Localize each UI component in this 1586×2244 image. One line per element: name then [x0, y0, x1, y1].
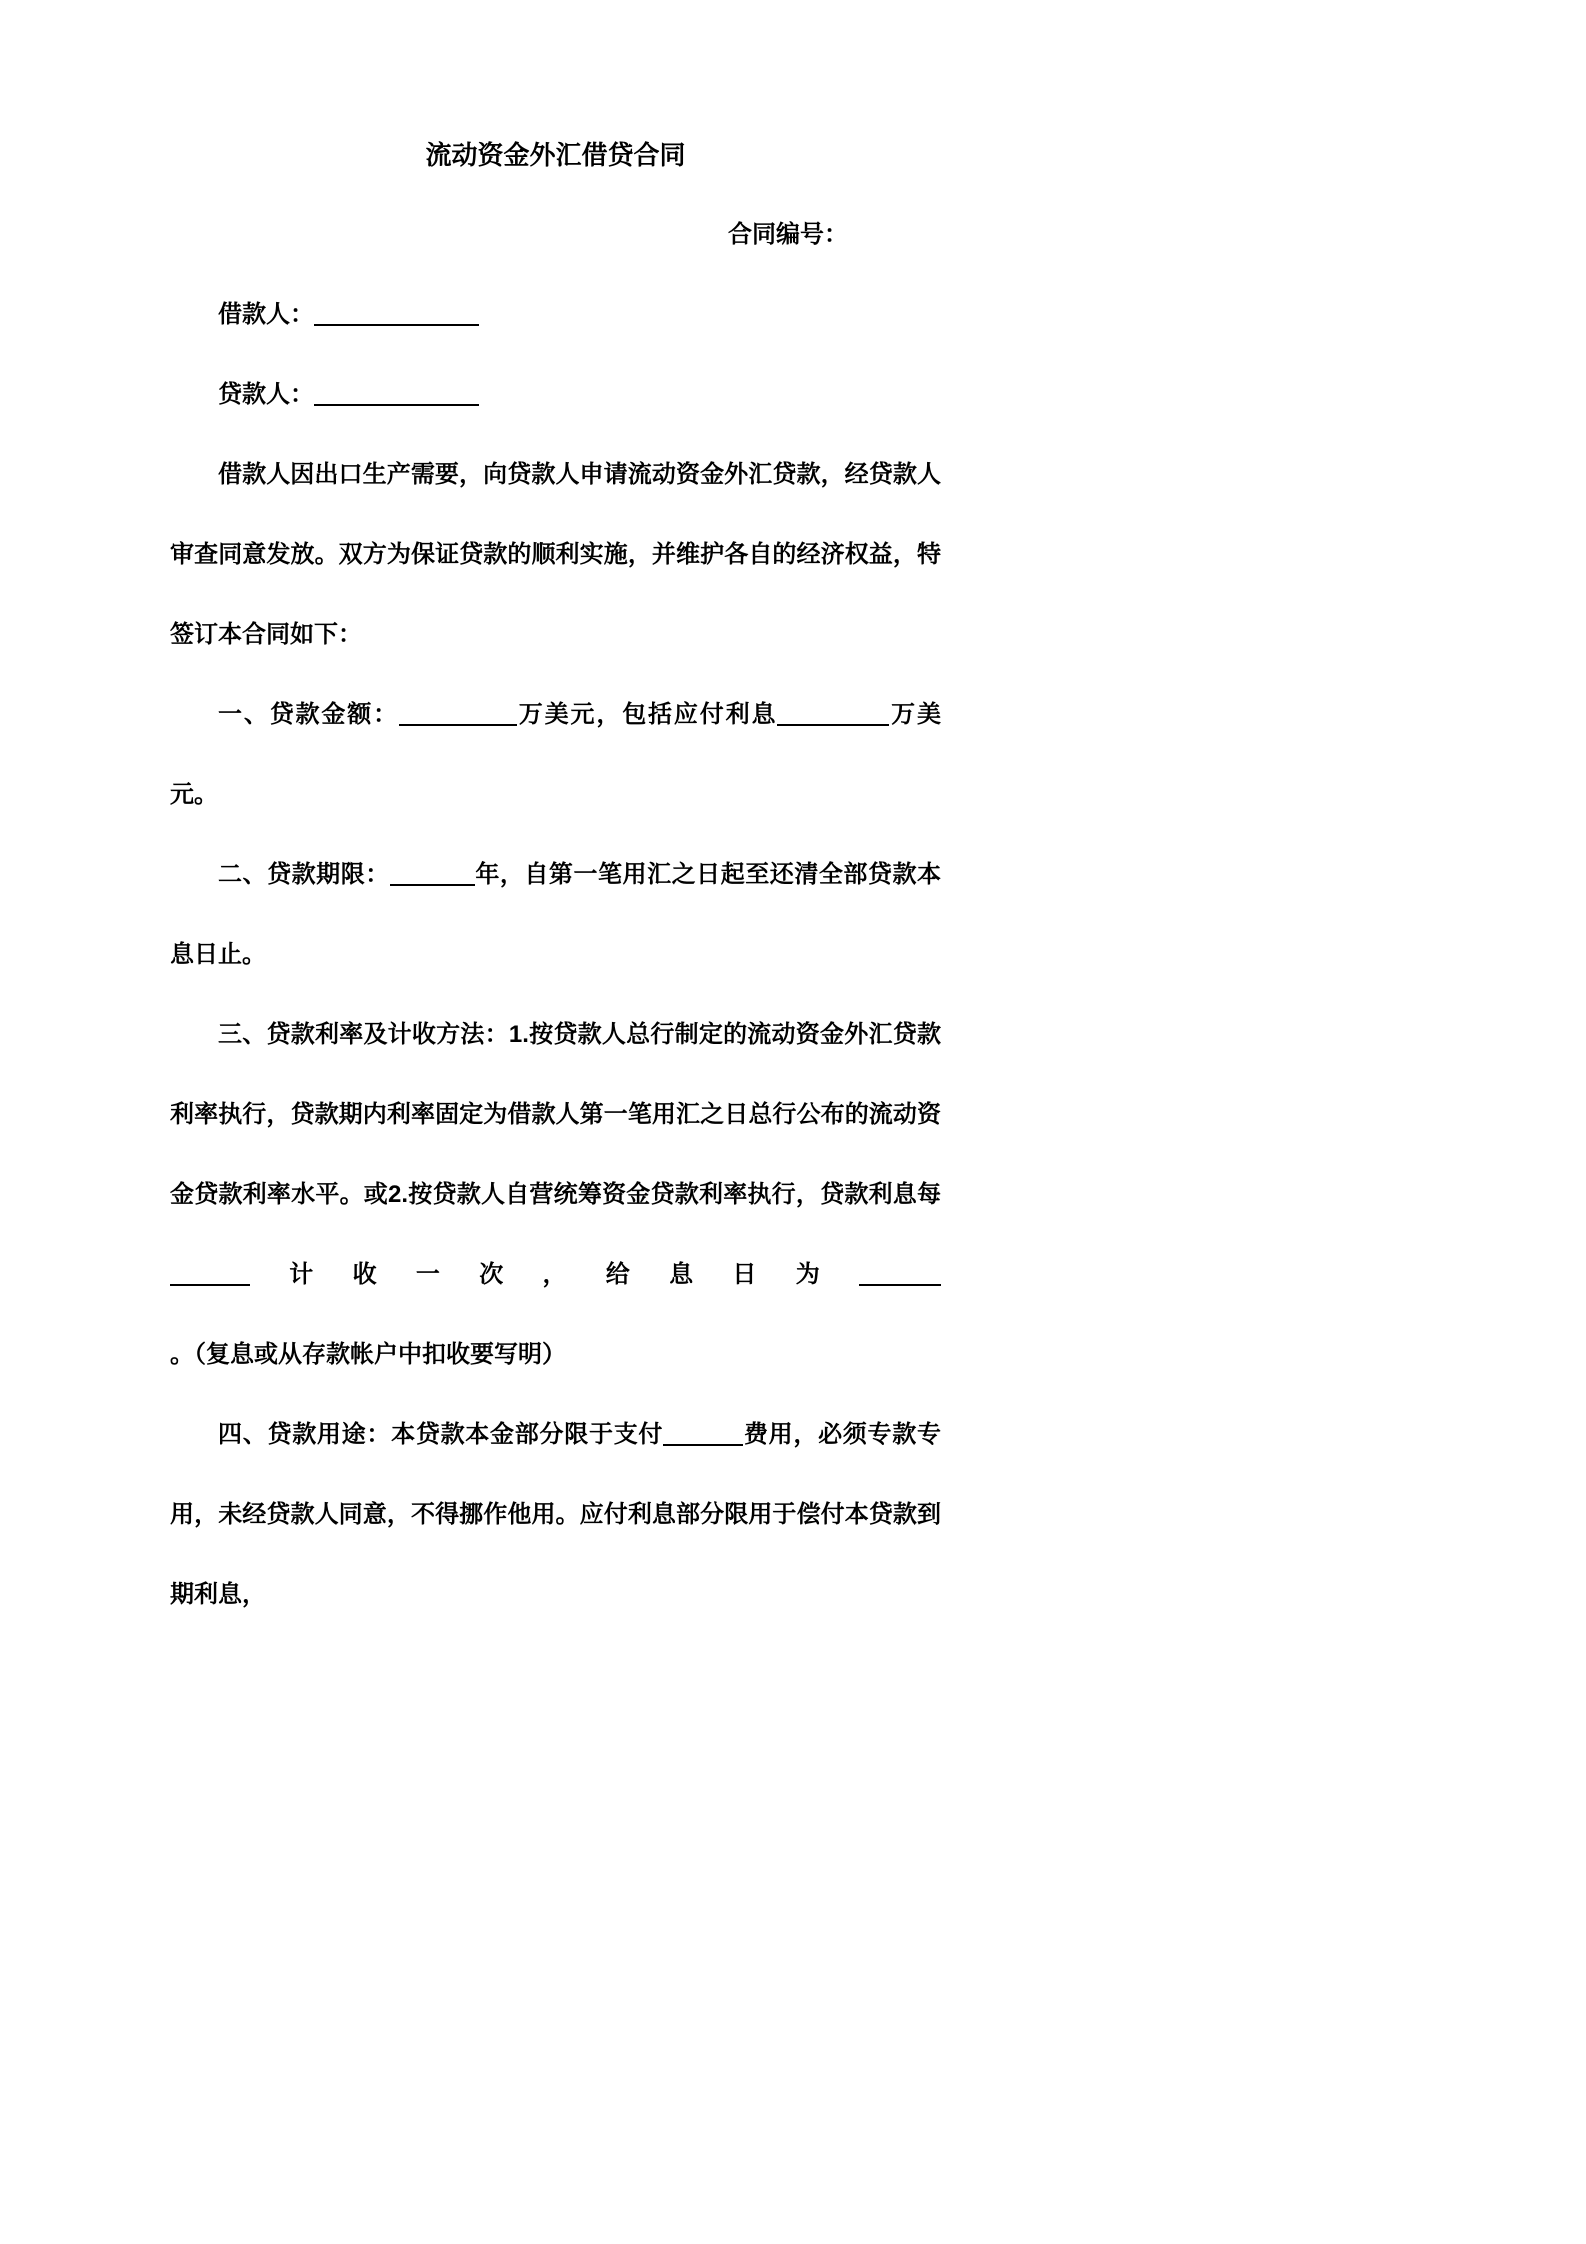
- clause-1-loan-amount: [170, 675, 941, 835]
- fill-in-blank: [390, 858, 475, 886]
- text-run: 二、贷款期限：: [218, 861, 390, 888]
- contract-number-line: [170, 195, 941, 275]
- lender-field-line: [170, 355, 941, 435]
- fill-in-blank: [170, 1258, 250, 1286]
- contract-number-label: 合同编号：: [728, 221, 848, 248]
- text-run: 费用，必须专款专用，未经贷款人同意，不得挪作他用。应付利息部分限用于偿付本贷款到期利息，: [170, 1421, 942, 1608]
- clause-2-loan-term: [170, 835, 941, 995]
- text-run: 一、贷款金额：: [218, 701, 399, 728]
- text-run: 万美元，包括应付利息: [516, 701, 778, 728]
- borrower-label: 借款人：: [218, 301, 314, 328]
- text-run: 计收一次，给息日为: [250, 1261, 859, 1288]
- text-run: 借款人因出口生产需要，向贷款人申请流动资金外汇贷款，经贷款人审查同意发放。双方为保证贷款的顺利实施，并维护各自的经济权益，特签订本合同如下：: [170, 461, 941, 648]
- fill-in-blank: [859, 1258, 941, 1286]
- text-run: 四、贷款用途：本贷款本金部分限于支付: [218, 1421, 664, 1448]
- fill-in-blank: [777, 698, 889, 726]
- borrower-field-line: [170, 275, 941, 355]
- clause-3-interest-rate: [170, 995, 941, 1395]
- text-run: 年，自第一笔用汇之日起至还清全部贷款本息日止。: [170, 861, 942, 968]
- borrower-blank: [314, 298, 479, 326]
- text-run: 万美元。: [170, 701, 942, 808]
- document-body: [170, 435, 941, 1635]
- text-run: 。（复息或从存款帐户中扣收要写明）: [170, 1341, 566, 1368]
- party-fields: [170, 275, 941, 435]
- text-run: 三、贷款利率及计收方法：1.按贷款人总行制定的流动资金外汇贷款利率执行，贷款期内利率固定为借款人第一笔用汇之日总行公布的流动资金贷款利率水平。或2.按贷款人自营统筹资金贷款利率执行，贷款利息每: [170, 1021, 941, 1208]
- fill-in-blank: [399, 698, 517, 726]
- lender-blank: [314, 378, 479, 406]
- lender-label: 贷款人：: [218, 381, 314, 408]
- preamble-paragraph: [170, 435, 941, 675]
- clause-4-loan-purpose: [170, 1395, 941, 1635]
- fill-in-blank: [663, 1418, 743, 1446]
- document-title: 流动资金外汇借贷合同: [425, 140, 686, 170]
